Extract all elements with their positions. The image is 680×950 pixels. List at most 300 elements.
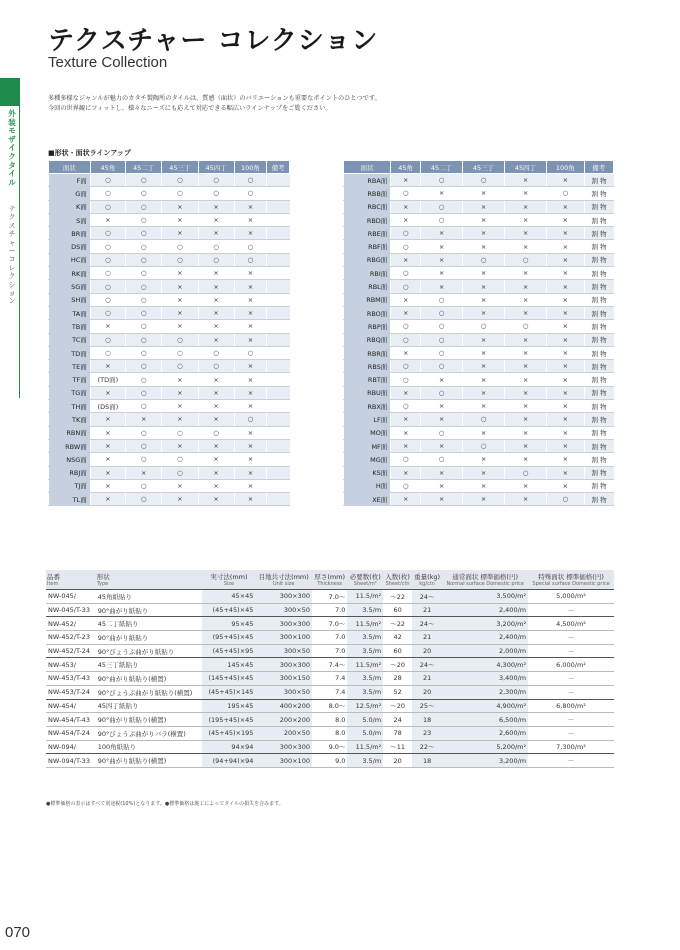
column-header-jp: 実寸法(mm) [210, 573, 248, 581]
table-header-row [49, 161, 290, 174]
table-cell: × [391, 213, 421, 226]
table-row [49, 493, 290, 506]
side-series-label: テクスチャーコレクション [8, 205, 16, 306]
surface-code-cell: TF面 [49, 373, 91, 386]
table-row [344, 426, 614, 439]
table-cell: 4,500/m² [528, 617, 614, 631]
table-cell: ○ [162, 240, 198, 253]
table-cell: × [547, 320, 585, 333]
table-cell: 6,500/m [442, 713, 528, 727]
table-cell: × [162, 227, 198, 240]
table-row [344, 386, 614, 399]
table-cell: × [234, 360, 266, 373]
table-cell: 21 [412, 631, 442, 645]
column-header: 備考 [584, 161, 613, 174]
table-cell: 18 [412, 713, 442, 727]
surface-code-cell: DS面 [49, 240, 91, 253]
product-row [46, 740, 614, 754]
table-cell: 20 [412, 685, 442, 699]
table-row [49, 240, 290, 253]
table-cell: × [505, 360, 547, 373]
table-cell: － [528, 603, 614, 617]
table-cell: 割 物 [584, 174, 613, 187]
table-cell: ○ [126, 373, 162, 386]
table-cell: × [162, 213, 198, 226]
footnote: ●標準価格の表示はすべて別途税(10%)となります。●標準価格は施工によってタイルの損失を含みます。 [46, 801, 284, 807]
table-cell: × [126, 413, 162, 426]
table-cell: ○ [90, 333, 125, 346]
table-cell: × [547, 453, 585, 466]
surface-code-cell: RBM面 [344, 293, 391, 306]
table-cell: ○ [126, 453, 162, 466]
table-cell: － [528, 672, 614, 686]
table-cell: 8.0～ [312, 699, 347, 713]
surface-code-cell: RBI面 [344, 267, 391, 280]
product-table [46, 570, 614, 768]
table-cell: × [234, 439, 266, 452]
table-row [344, 346, 614, 359]
item-number-cell: NW-452/ [46, 617, 96, 631]
table-row [344, 320, 614, 333]
table-cell: × [198, 306, 234, 319]
intro-line: 多種多様なジャンルが魅力のカタチ製陶所のタイルは、質感（面状）のバリエーションも重要なポイントのひとつです。 [48, 95, 381, 102]
table-cell [267, 293, 290, 306]
table-cell: 18 [412, 754, 442, 768]
table-cell: × [463, 293, 505, 306]
table-cell: × [234, 320, 266, 333]
table-cell: × [547, 306, 585, 319]
table-cell: ○ [126, 187, 162, 200]
column-header [442, 570, 528, 590]
table-cell: ○ [126, 479, 162, 492]
table-row [49, 200, 290, 213]
table-cell: 300×100 [255, 631, 312, 645]
surface-code-cell: LF面 [344, 413, 391, 426]
table-cell [267, 466, 290, 479]
column-header-jp: 形状 [96, 573, 110, 581]
table-cell: ○ [421, 320, 463, 333]
table-cell: × [505, 439, 547, 452]
surface-code-cell: RBL面 [344, 280, 391, 293]
column-header-en: Special surface Domestic price [532, 581, 610, 587]
table-cell: (95+45)×45 [202, 631, 255, 645]
table-cell: 300×300 [255, 617, 312, 631]
table-cell: × [162, 267, 198, 280]
table-cell: 200×200 [255, 713, 312, 727]
product-row [46, 658, 614, 672]
column-header [528, 570, 614, 590]
table-cell: × [421, 240, 463, 253]
column-header: 45三丁 [162, 161, 198, 174]
surface-code-cell: S面 [49, 213, 91, 226]
column-header [347, 570, 383, 590]
column-header: 45四丁 [505, 161, 547, 174]
table-row [49, 174, 290, 187]
table-cell: 60 [383, 644, 412, 658]
product-row [46, 726, 614, 740]
item-number-cell: NW-453/T-24 [46, 685, 96, 699]
table-cell: × [463, 213, 505, 226]
column-header-jp: 品番 [47, 573, 60, 581]
table-cell: × [505, 479, 547, 492]
surface-code-cell: RBA面 [344, 174, 391, 187]
table-cell: ○ [421, 200, 463, 213]
table-cell: 7.4 [312, 672, 347, 686]
surface-code-cell: TJ面 [49, 479, 91, 492]
table-cell: 割 物 [584, 426, 613, 439]
table-cell: × [90, 320, 125, 333]
table-cell: × [547, 386, 585, 399]
table-cell: × [463, 227, 505, 240]
table-cell: × [198, 453, 234, 466]
item-number-cell: NW-452/T-23 [46, 631, 96, 645]
table-row [344, 267, 614, 280]
table-cell: ○ [547, 187, 585, 200]
surface-code-cell: RBJ面 [49, 466, 91, 479]
table-cell: × [463, 187, 505, 200]
table-cell: 25～ [412, 699, 442, 713]
item-number-cell: NW-453/ [46, 658, 96, 672]
surface-code-cell: TL面 [49, 493, 91, 506]
table-row [49, 227, 290, 240]
surface-code-cell: RBN面 [49, 426, 91, 439]
table-cell: ○ [90, 187, 125, 200]
table-cell: 22～ [412, 740, 442, 754]
column-header-en: Sheet/ctn [385, 581, 410, 587]
table-cell [267, 200, 290, 213]
table-cell: 割 物 [584, 320, 613, 333]
table-cell: ○ [198, 360, 234, 373]
column-header-en: kg/ctn [419, 581, 435, 587]
table-cell: × [505, 426, 547, 439]
table-cell: ○ [126, 493, 162, 506]
table-cell: ○ [90, 306, 125, 319]
table-cell: 60 [383, 603, 412, 617]
table-row [344, 187, 614, 200]
table-row [344, 453, 614, 466]
column-header: 45四丁 [198, 161, 234, 174]
section-title: ■形状・面状ラインアップ [48, 149, 131, 157]
table-cell: × [234, 227, 266, 240]
table-cell: ○ [126, 253, 162, 266]
table-cell: － [528, 644, 614, 658]
table-cell: 21 [412, 603, 442, 617]
table-row [344, 439, 614, 452]
product-row [46, 685, 614, 699]
table-cell: ○ [421, 306, 463, 319]
table-cell: 割 物 [584, 439, 613, 452]
surface-code-cell: TD面 [49, 346, 91, 359]
table-cell: 45角紙貼り [96, 590, 203, 604]
table-cell: ○ [463, 174, 505, 187]
table-row [344, 333, 614, 346]
table-cell: 145×45 [202, 658, 255, 672]
table-cell: × [162, 320, 198, 333]
intro-text [48, 94, 568, 114]
column-header-jp: 入数(枚) [385, 573, 410, 581]
table-cell [267, 174, 290, 187]
table-cell: 11.5/m² [347, 658, 383, 672]
table-cell: × [547, 426, 585, 439]
table-cell: ○ [126, 200, 162, 213]
column-header-jp: 特殊面状 標準価格(円) [538, 573, 604, 581]
table-cell: × [463, 373, 505, 386]
table-cell: × [391, 346, 421, 359]
table-cell: 割 物 [584, 293, 613, 306]
table-cell: － [528, 754, 614, 768]
column-header-en: Normal surface Domestic price [446, 581, 524, 587]
table-cell: 割 物 [584, 400, 613, 413]
table-cell: 300×50 [255, 603, 312, 617]
column-header: 100角 [234, 161, 266, 174]
table-cell: × [162, 373, 198, 386]
table-cell: ○ [391, 333, 421, 346]
table-cell: 割 物 [584, 453, 613, 466]
column-header [412, 570, 442, 590]
table-cell: ○ [463, 320, 505, 333]
table-cell: 9.0～ [312, 740, 347, 754]
table-cell: ○ [198, 426, 234, 439]
table-cell: 3.5/m [347, 672, 383, 686]
surface-code-cell: RK面 [49, 267, 91, 280]
table-cell: × [391, 413, 421, 426]
table-cell: 45×45 [202, 590, 255, 604]
table-cell: × [162, 306, 198, 319]
table-cell: × [198, 439, 234, 452]
table-row [344, 413, 614, 426]
table-cell: 5.0/m [347, 713, 383, 727]
table-row [49, 346, 290, 359]
table-row [344, 200, 614, 213]
table-cell: 90°曲がり紙貼り(横置) [96, 713, 203, 727]
table-cell: 5,200/m² [442, 740, 528, 754]
table-cell: × [463, 280, 505, 293]
table-row [344, 373, 614, 386]
table-row [49, 426, 290, 439]
table-cell: × [463, 267, 505, 280]
table-cell: ○ [126, 306, 162, 319]
product-row [46, 644, 614, 658]
table-cell: × [463, 240, 505, 253]
table-cell: × [234, 479, 266, 492]
table-cell: ○ [234, 346, 266, 359]
table-cell: × [198, 493, 234, 506]
table-cell: × [547, 267, 585, 280]
table-cell: ○ [162, 187, 198, 200]
table-cell: 3.5/m [347, 685, 383, 699]
table-cell: 24～ [412, 658, 442, 672]
table-row [344, 213, 614, 226]
table-cell: ○ [126, 320, 162, 333]
surface-code-cell: RBE面 [344, 227, 391, 240]
table-cell: ○ [126, 439, 162, 452]
table-cell: × [505, 200, 547, 213]
table-cell: 20 [412, 644, 442, 658]
surface-code-cell: RBR面 [344, 346, 391, 359]
table-cell: 割 物 [584, 493, 613, 506]
table-cell: 7.0 [312, 631, 347, 645]
table-row [49, 479, 290, 492]
surface-code-cell: TE面 [49, 360, 91, 373]
table-cell: 52 [383, 685, 412, 699]
table-cell: × [547, 439, 585, 452]
table-cell: ○ [162, 174, 198, 187]
table-cell: 8.0 [312, 713, 347, 727]
table-cell: × [505, 280, 547, 293]
table-cell: × [90, 413, 125, 426]
table-cell: × [162, 413, 198, 426]
table-cell: ～22 [383, 590, 412, 604]
table-cell: × [547, 413, 585, 426]
surface-code-cell: G面 [49, 187, 91, 200]
table-cell: 2,600/m [442, 726, 528, 740]
table-cell: 100角紙貼り [96, 740, 203, 754]
table-cell: 割 物 [584, 413, 613, 426]
table-cell: × [162, 439, 198, 452]
surface-code-cell: K面 [49, 200, 91, 213]
surface-code-cell: TB面 [49, 320, 91, 333]
table-cell: × [90, 453, 125, 466]
column-header [202, 570, 255, 590]
table-cell: × [234, 306, 266, 319]
table-cell: × [463, 360, 505, 373]
table-cell: × [234, 386, 266, 399]
table-cell: × [198, 293, 234, 306]
table-cell: × [463, 386, 505, 399]
table-cell: ○ [421, 453, 463, 466]
table-row [344, 174, 614, 187]
table-cell: ○ [421, 333, 463, 346]
table-row [49, 400, 290, 413]
table-cell: × [391, 386, 421, 399]
surface-code-cell: RBD面 [344, 213, 391, 226]
table-cell: 7.4～ [312, 658, 347, 672]
table-cell: × [547, 333, 585, 346]
table-row [49, 267, 290, 280]
table-cell: ○ [90, 174, 125, 187]
table-cell [267, 280, 290, 293]
table-cell: 割 物 [584, 306, 613, 319]
table-cell: ○ [234, 187, 266, 200]
table-cell: 割 物 [584, 187, 613, 200]
table-cell: × [234, 293, 266, 306]
table-cell: × [198, 333, 234, 346]
table-cell: ○ [126, 227, 162, 240]
table-cell: ○ [90, 280, 125, 293]
surface-code-cell: NSG面 [49, 453, 91, 466]
table-cell: 90°曲がり紙貼り(横置) [96, 672, 203, 686]
table-cell: × [505, 293, 547, 306]
table-row [49, 320, 290, 333]
column-header-en: Type [96, 581, 109, 587]
surface-code-cell: TA面 [49, 306, 91, 319]
table-cell: × [234, 426, 266, 439]
column-header-jp: 通常面状 標準価格(円) [452, 573, 518, 581]
intro-line: 今回の世界観にフィットし、様々なニーズにも応えて対応できる幅広いラインナップをご覧ください。 [48, 105, 332, 112]
table-cell: 3.5/m [347, 603, 383, 617]
side-divider [19, 78, 20, 398]
table-cell: 90°曲がり紙貼り(横置) [96, 754, 203, 768]
table-cell: 8.0 [312, 726, 347, 740]
table-row [49, 360, 290, 373]
table-cell: ～11 [383, 740, 412, 754]
item-number-cell: NW-454/ [46, 699, 96, 713]
table-cell: ○ [391, 187, 421, 200]
table-cell: 300×150 [255, 672, 312, 686]
table-cell: × [90, 426, 125, 439]
item-number-cell: NW-094/T-33 [46, 754, 96, 768]
table-cell: ○ [198, 346, 234, 359]
surface-code-cell: RBX面 [344, 400, 391, 413]
table-cell: × [463, 466, 505, 479]
table-cell: 割 物 [584, 466, 613, 479]
table-cell: ○ [162, 253, 198, 266]
table-cell: ○ [391, 320, 421, 333]
table-cell: × [547, 253, 585, 266]
table-cell: ○ [421, 426, 463, 439]
table-cell: × [505, 227, 547, 240]
table-cell: × [505, 453, 547, 466]
table-cell: ○ [126, 240, 162, 253]
column-header [96, 570, 203, 590]
table-row [49, 187, 290, 200]
column-header: 面状 [49, 161, 91, 174]
table-cell: 195×45 [202, 699, 255, 713]
table-row [344, 280, 614, 293]
table-cell: 3,200/m [442, 754, 528, 768]
table-cell: ○ [198, 253, 234, 266]
table-cell: × [90, 360, 125, 373]
table-cell: ○ [90, 240, 125, 253]
table-row [49, 386, 290, 399]
table-cell: 5.0/m [347, 726, 383, 740]
surface-lineup-table-left [48, 160, 290, 506]
table-cell: 94×94 [202, 740, 255, 754]
table-cell: 割 物 [584, 479, 613, 492]
column-header-en: Item [47, 581, 59, 587]
table-cell: 割 物 [584, 200, 613, 213]
table-row [344, 466, 614, 479]
table-cell: (94+94)×94 [202, 754, 255, 768]
page-title: テクスチャー コレクション [48, 26, 379, 56]
table-cell: 24～ [412, 590, 442, 604]
table-cell: × [421, 400, 463, 413]
table-cell: × [505, 400, 547, 413]
table-cell: × [198, 267, 234, 280]
table-cell: 9.0 [312, 754, 347, 768]
table-cell: ○ [391, 227, 421, 240]
table-cell: × [198, 479, 234, 492]
table-cell: ～20 [383, 658, 412, 672]
table-cell: × [162, 200, 198, 213]
table-cell: ○ [90, 267, 125, 280]
table-cell: 7.0～ [312, 590, 347, 604]
table-cell: ○ [126, 213, 162, 226]
table-cell: ○ [126, 174, 162, 187]
table-cell: 3.5/m [347, 631, 383, 645]
table-cell: 11.5/m² [347, 617, 383, 631]
table-cell [267, 479, 290, 492]
table-cell: ○ [547, 493, 585, 506]
table-row [49, 253, 290, 266]
table-row [344, 493, 614, 506]
surface-code-cell: XE面 [344, 493, 391, 506]
table-cell: × [234, 267, 266, 280]
column-header-en: Sheet/m² [353, 581, 377, 587]
table-cell: 4,300/m² [442, 658, 528, 672]
table-cell: × [547, 346, 585, 359]
table-cell: × [162, 293, 198, 306]
